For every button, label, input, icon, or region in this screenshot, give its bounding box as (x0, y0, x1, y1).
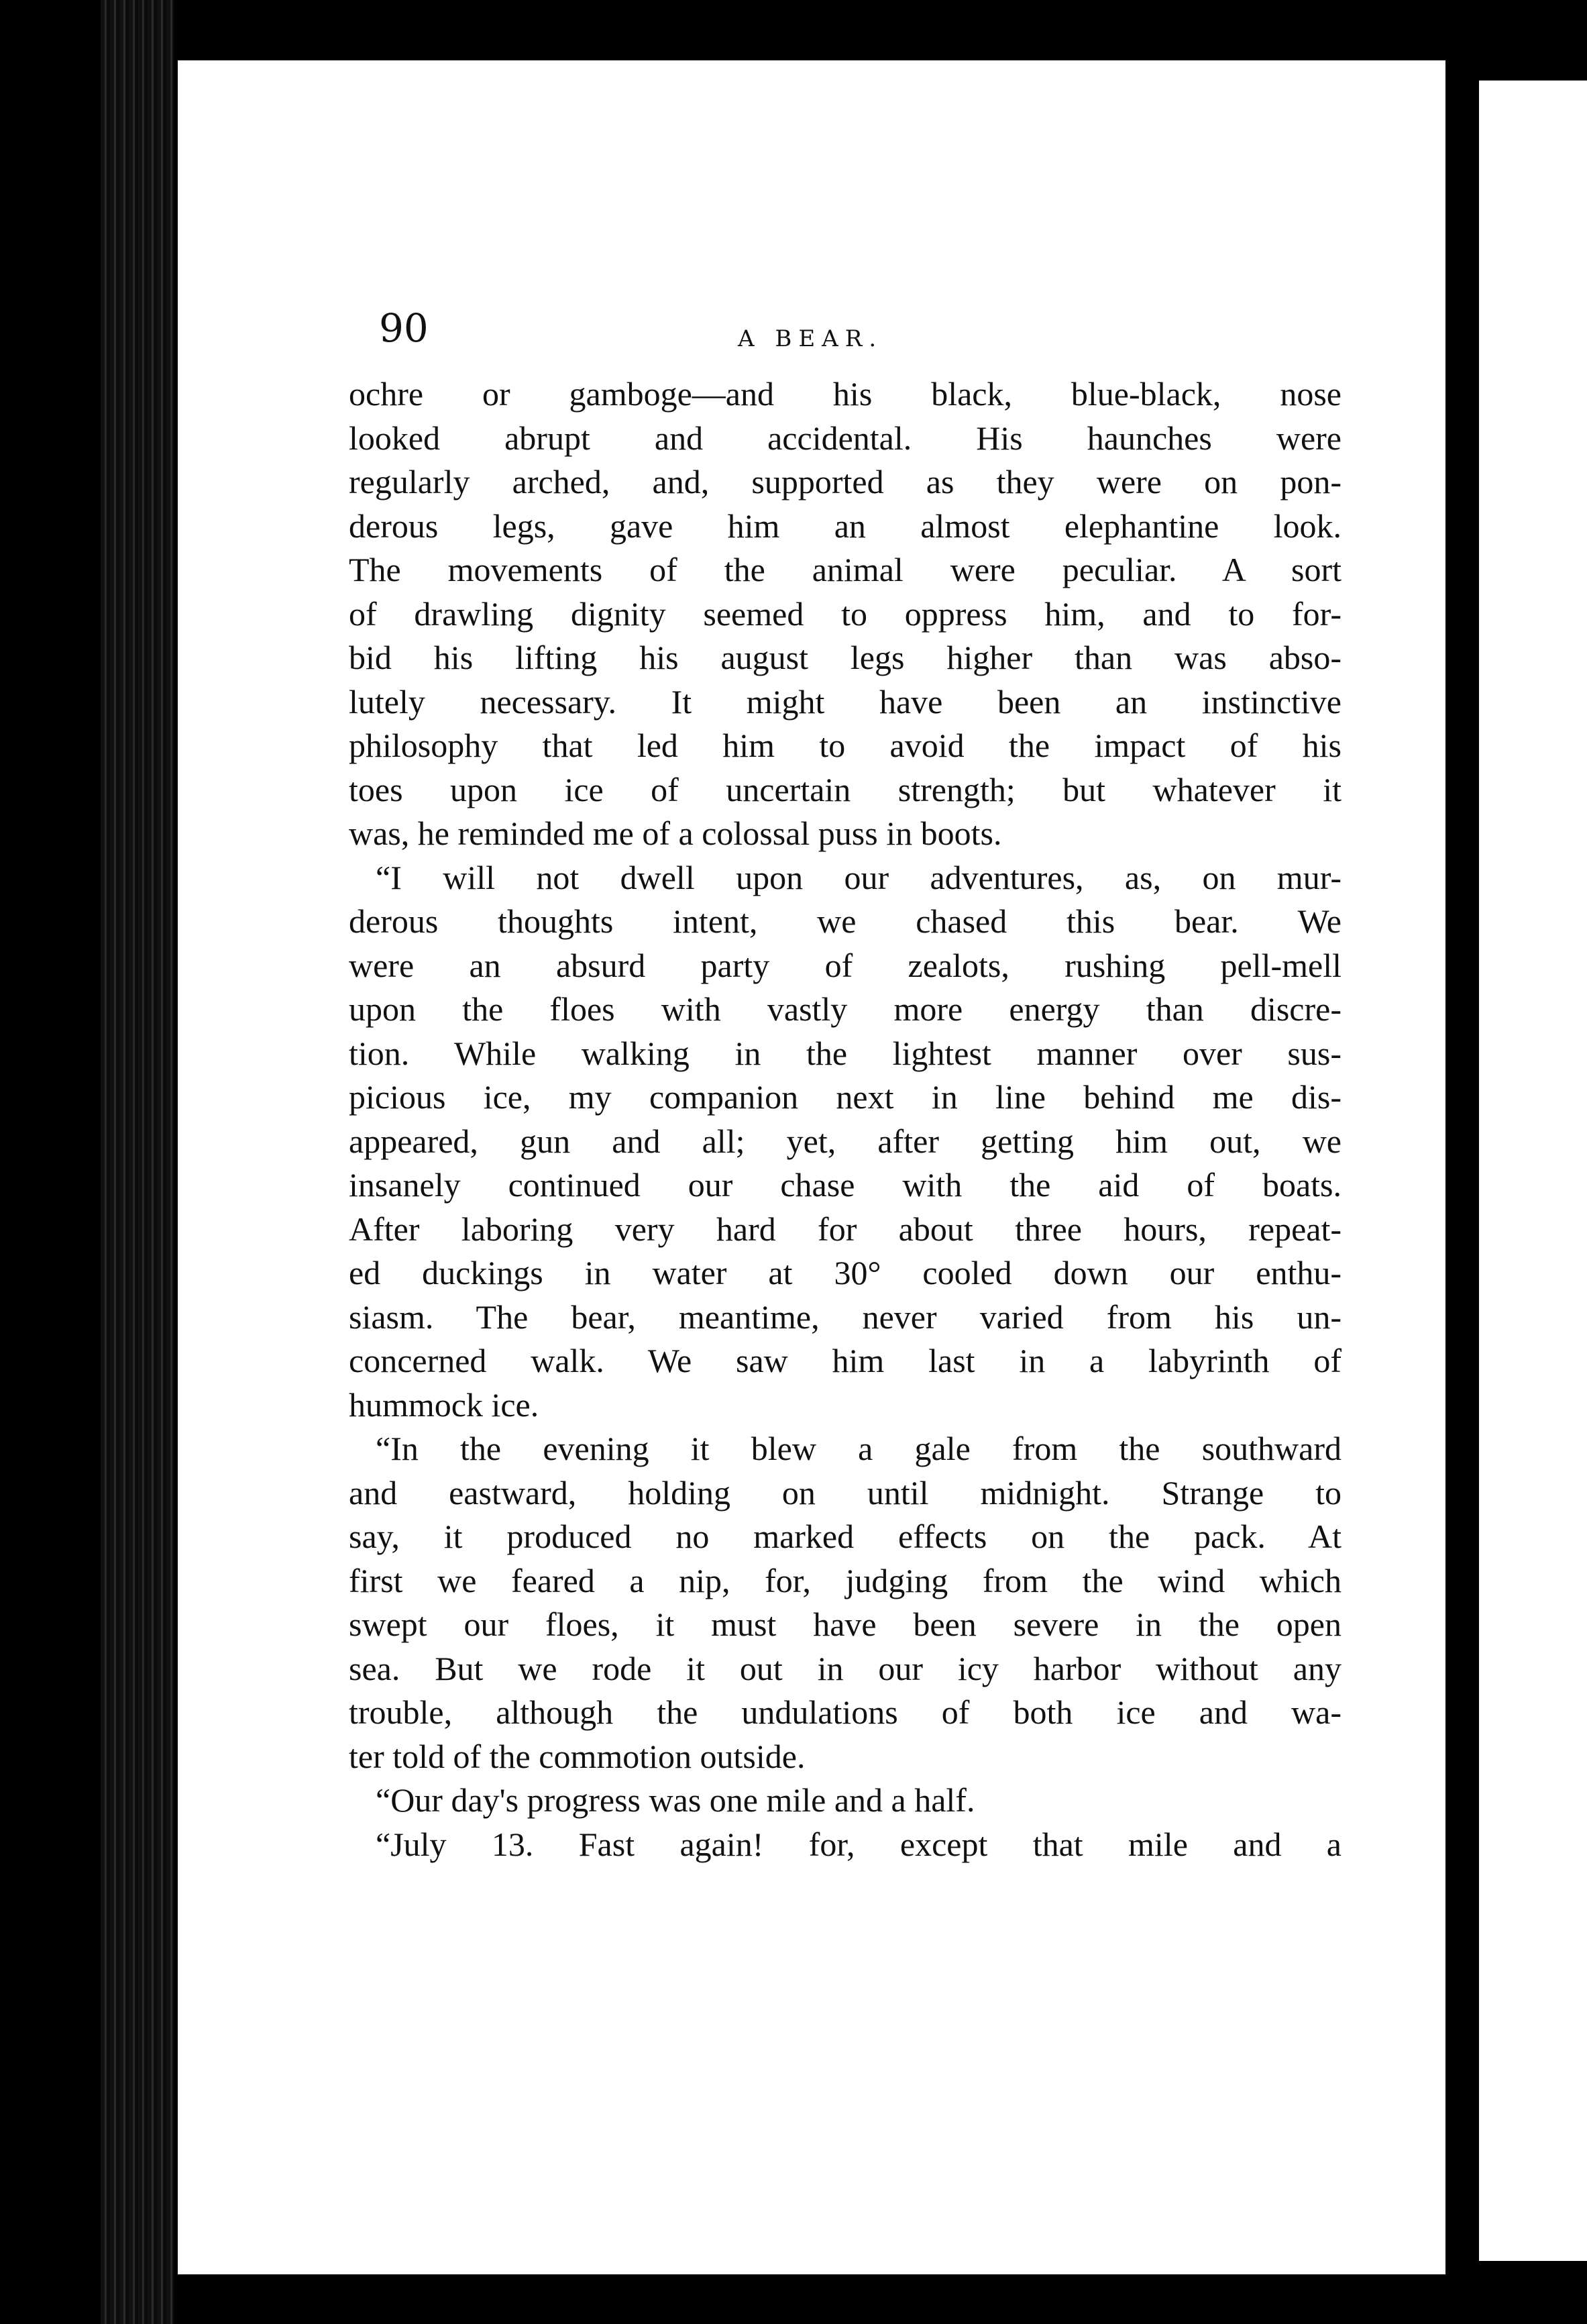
text-line: swept our floes, it must have been severe in the open (349, 1605, 1342, 1643)
text-line: of drawling dignity seemed to oppress him, and to for- (349, 594, 1342, 633)
text-line: sea. But we rode it out in our icy harbor without any (349, 1649, 1342, 1687)
text-line: picious ice, my companion next in line behind me dis- (349, 1078, 1342, 1116)
body-text (349, 372, 1342, 1866)
running-title: A BEAR. (738, 325, 883, 352)
text-line: say, it produced no marked effects on the pack. At (349, 1518, 1342, 1555)
text-line: tion. While walking in the lightest manner over sus- (349, 1034, 1342, 1072)
text-line: “I will not dwell upon our adventures, as, on mur- (376, 858, 1342, 896)
text-line: lutely necessary. It might have been an instinctive (349, 682, 1342, 721)
page-number: 90 (379, 305, 429, 351)
text-line: hummock ice. (349, 1385, 539, 1424)
text-line: upon the floes with vastly more energy than discre- (349, 990, 1342, 1028)
text-line: ter told of the commotion outside. (349, 1737, 806, 1775)
text-line: looked abrupt and accidental. His haunches were (349, 419, 1342, 457)
text-line: philosophy that led him to avoid the impact of his (349, 727, 1342, 764)
text-line: derous thoughts intent, we chased this bear. We (349, 902, 1342, 940)
text-line: concerned walk. We saw him last in a labyrinth of (349, 1342, 1342, 1379)
text-line: were an absurd party of zealots, rushing pell-mell (349, 946, 1342, 984)
text-line: regularly arched, and, supported as they were on pon- (349, 463, 1342, 500)
text-line: “In the evening it blew a gale from the southward (376, 1430, 1342, 1467)
text-line: “Our day's progress was one mile and a half. (376, 1781, 975, 1819)
facing-page-edge (1466, 81, 1587, 2261)
text-line: After laboring very hard for about three hours, repeat- (349, 1210, 1342, 1248)
text-line: “July 13. Fast again! for, except that mile and a (376, 1825, 1342, 1863)
text-line: was, he reminded me of a colossal puss in boots. (349, 814, 1002, 852)
text-line: ed duckings in water at 30° cooled down our enthu- (349, 1254, 1342, 1291)
text-line: bid his lifting his august legs higher than was abso- (349, 639, 1342, 676)
text-line: first we feared a nip, for, judging from the wind which (349, 1561, 1342, 1599)
text-line: derous legs, gave him an almost elephantine look. (349, 507, 1342, 545)
text-line: ochre or gamboge—and his black, blue-black, nose (349, 375, 1342, 413)
text-line: siasm. The bear, meantime, never varied from his un- (349, 1298, 1342, 1336)
text-line: The movements of the animal were peculiar. A sort (349, 551, 1342, 588)
text-line: insanely continued our chase with the aid of boats. (349, 1166, 1342, 1204)
text-line: toes upon ice of uncertain strength; but whatever it (349, 770, 1342, 808)
book-spine (101, 0, 174, 2324)
text-line: appeared, gun and all; yet, after getting him out, we (349, 1122, 1342, 1160)
text-line: and eastward, holding on until midnight. Strange to (349, 1473, 1342, 1512)
text-line: trouble, although the undulations of both ice and wa- (349, 1693, 1342, 1731)
